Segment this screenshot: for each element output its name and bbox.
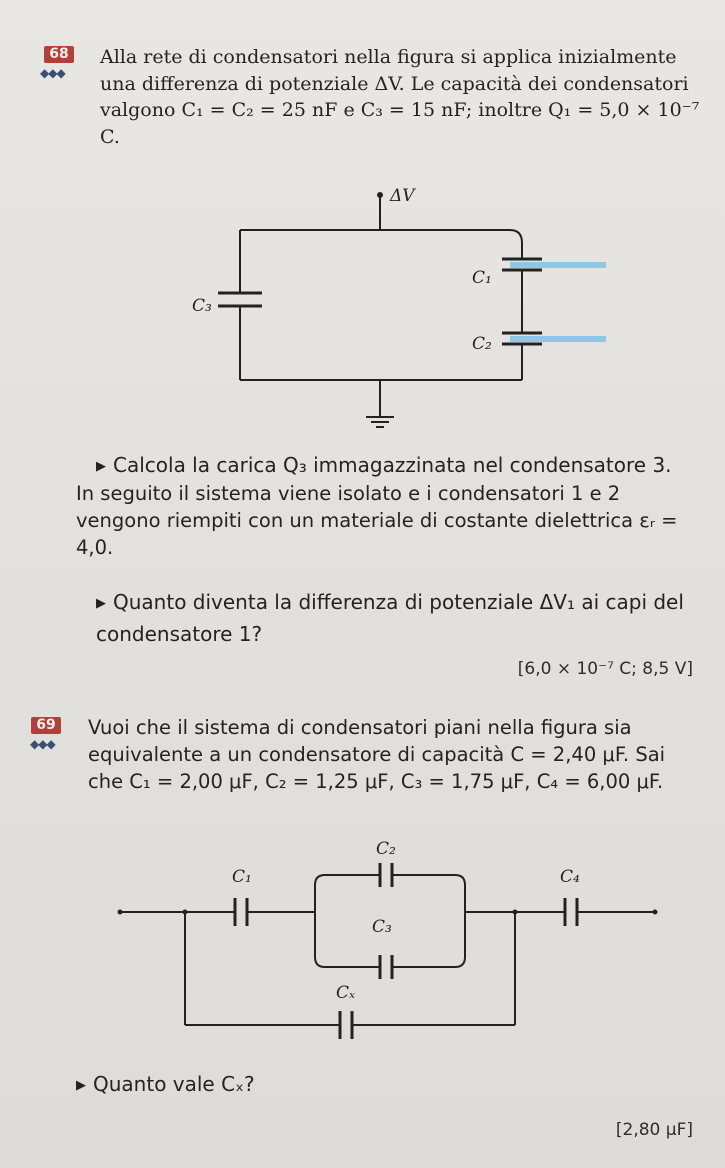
problem-69-answer: [2,80 μF] [615,1120,693,1140]
bullet-arrow-icon: ▶ [96,459,106,474]
problem-69-number: 69 [31,717,61,734]
problem-69-difficulty: ◆◆◆ [30,737,55,751]
c1-label: C₁ [232,867,252,887]
problem-69-question: ▶ Quanto vale Cₓ? [76,1072,255,1096]
problem-68-difficulty: ◆◆◆ [40,66,65,80]
bullet-arrow-icon: ▶ [96,596,106,611]
c1-dielectric-highlight [510,262,606,268]
c2-label: C₂ [376,840,396,859]
problem-68-circuit-figure [150,175,630,445]
dv-label: ΔV [390,186,415,206]
problem-69-statement: Vuoi che il sistema di condensatori piani nella figura sia equivalente a un condensatore di capacità C = 2,40 μF. Sai che C₁ = 2,00 μF, C₂ = 1,25 μF, C₃ = 1,75 μF, C₄ = 6,00 μF. [88,716,666,793]
cx-label: Cₓ [336,983,356,1003]
c3-label: C₃ [372,917,392,937]
problem-68-statement: Alla rete di condensatori nella figura si applica inizialmente una differenza di potenziale ΔV. Le capacità dei condensatori valgono C₁ = C₂ = 25 nF e C₃ = 15 nF; inoltre Q₁ = 5,0 × 10⁻⁷ C. [100,46,700,148]
problem-68-question-2: ▶ Quanto diventa la differenza di potenziale ΔV₁ ai capi del condensatore 1? [96,590,684,646]
c2-dielectric-highlight [510,336,606,342]
c4-label: C₄ [560,867,580,887]
bullet-arrow-icon: ▶ [76,1078,86,1093]
c2-label: C₂ [472,334,492,354]
problem-68-answer: [6,0 × 10⁻⁷ C; 8,5 V] [517,659,693,679]
c1-label: C₁ [472,268,492,288]
problem-69-circuit-figure [100,840,680,1055]
problem-68-number: 68 [44,46,74,63]
problem-68-question-1: ▶ Calcola la carica Q₃ immagazzinata nel condensatore 3. [96,453,672,477]
problem-68-continuation: In seguito il sistema viene isolato e i condensatori 1 e 2 vengono riempiti con un materiale di costante dielettrica εᵣ = 4,0. [76,482,678,559]
c3-label: C₃ [192,296,212,316]
